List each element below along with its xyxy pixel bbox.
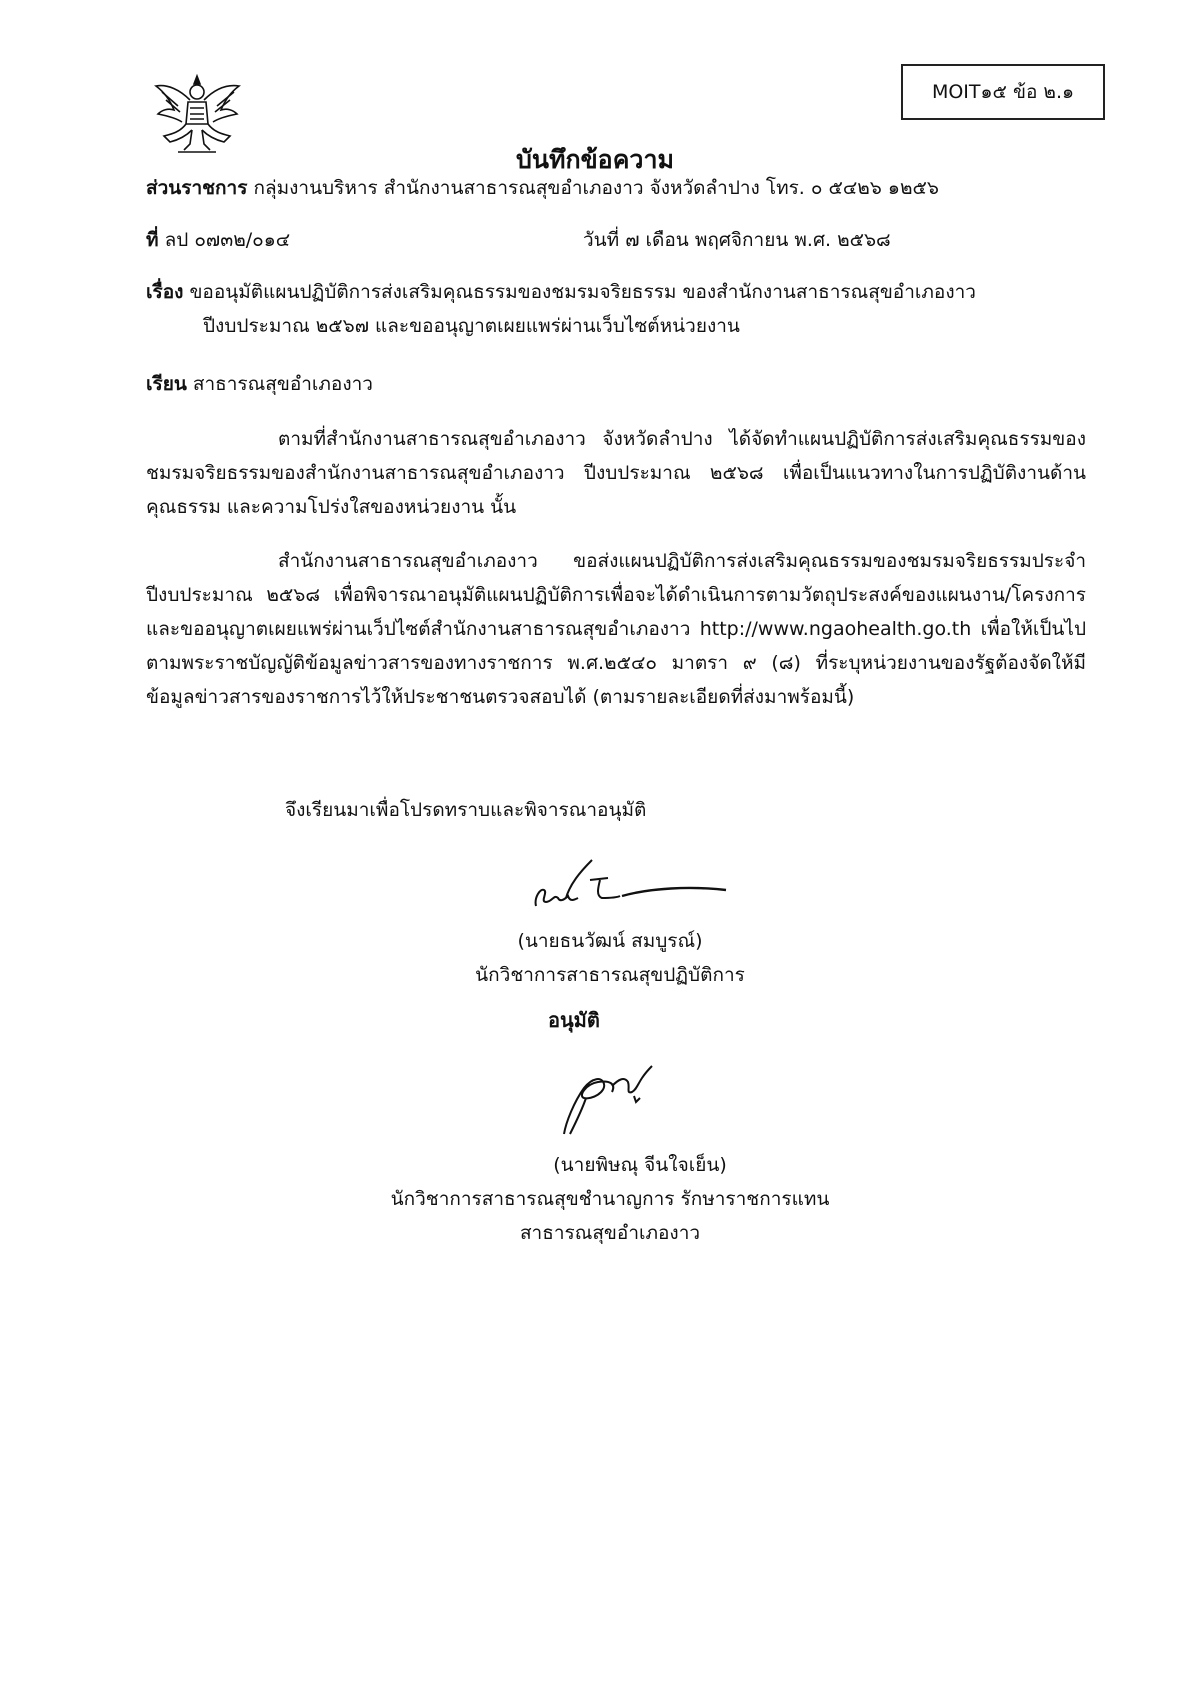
document-title: บันทึกข้อความ: [516, 145, 674, 174]
document-date: [583, 226, 891, 254]
body-paragraph-2: [146, 544, 1086, 714]
addressee-label: เรียน: [146, 373, 187, 395]
agency-line: [146, 174, 939, 202]
signature-1-icon: [530, 858, 730, 916]
agency-value: กลุ่มงานบริหาร สำนักงานสาธารณสุขอำเภองาว จังหวัดลำปาง โทร. ๐ ๕๔๒๖ ๑๒๕๖: [253, 177, 939, 199]
signature-2-icon: [556, 1062, 666, 1142]
addressee-value: สาธารณสุขอำเภองาว: [192, 373, 373, 395]
signer-2-position-2: สาธารณสุขอำเภองาว: [519, 1222, 701, 1244]
signer-1-block: [440, 926, 780, 990]
signer-1-name: (นายธนวัฒน์ สมบูรณ์): [517, 930, 703, 952]
date-value: ๗ เดือน พฤศจิกายน พ.ศ. ๒๕๖๘: [625, 229, 891, 251]
number-label: ที่: [146, 229, 159, 251]
subject-line-1: [146, 278, 976, 306]
date-label: วันที่: [583, 229, 620, 251]
signer-2-position: นักวิชาการสาธารณสุขชำนาญการ รักษาราชการแทน: [390, 1188, 830, 1210]
subject-label: เรื่อง: [146, 281, 184, 303]
document-number: [146, 226, 290, 254]
signer-1-position: นักวิชาการสาธารณสุขปฏิบัติการ: [475, 964, 745, 986]
approval-label: อนุมัติ: [548, 1008, 600, 1032]
subject-text-2: ปีงบประมาณ ๒๕๖๗ และขออนุญาตเผยแพร่ผ่านเว็บไซต์หน่วยงาน: [203, 315, 740, 337]
number-value: ลป ๐๗๓๒/๐๑๔: [164, 229, 291, 251]
signer-2-name: (นายพิษณุ จีนใจเย็น): [553, 1154, 727, 1176]
reference-code: MOIT๑๕ ข้อ ๒.๑: [931, 81, 1075, 103]
paragraph-1-text: ตามที่สำนักงานสาธารณสุขอำเภองาว จังหวัดลำปาง ได้จัดทำแผนปฏิบัติการส่งเสริมคุณธรรมของชมรมจริยธรรมของสำนักงานสาธารณสุขอำเภองาว ปีงบประมาณ ๒๕๖๘ เพื่อเป็นแนวทางในการปฏิบัติงานด้านคุณธรรม และความโปร่งใสของหน่วยงาน นั้น: [146, 428, 1086, 518]
body-paragraph-1: [146, 422, 1086, 524]
subject-text-1: ขออนุมัติแผนปฏิบัติการส่งเสริมคุณธรรมของชมรมจริยธรรม ของสำนักงานสาธารณสุขอำเภองาว: [189, 281, 976, 303]
closing-line: จึงเรียนมาเพื่อโปรดทราบและพิจารณาอนุมัติ: [285, 799, 647, 821]
paragraph-2-text: สำนักงานสาธารณสุขอำเภองาว ขอส่งแผนปฏิบัติการส่งเสริมคุณธรรมของชมรมจริยธรรมประจำปีงบประมาณ ๒๕๖๘ เพื่อพิจารณาอนุมัติแผนปฏิบัติการเพื่อจะได้ดำเนินการตามวัตถุประสงค์ของแผนงาน/โครงการ และขออนุญาตเผยแพร่ผ่านเว็ปไซต์สำนักงานสาธารณสุขอำเภองาว http://www.ngaohealth.go.th เพื่อให้เป็นไปตามพระราชบัญญัติข้อมูลข่าวสารของทางราชการ พ.ศ.๒๕๔๐ มาตรา ๙ (๘) ที่ระบุหน่วยงานของรัฐต้องจัดให้มีข้อมูลข่าวสารของราชการไว้ให้ประชาชนตรวจสอบได้ (ตามรายละเอียดที่ส่งมาพร้อมนี้): [146, 550, 1086, 708]
reference-code-box: [901, 64, 1105, 120]
addressee-line: [146, 370, 373, 398]
signer-2-block: [380, 1150, 840, 1248]
agency-label: ส่วนราชการ: [146, 177, 248, 199]
